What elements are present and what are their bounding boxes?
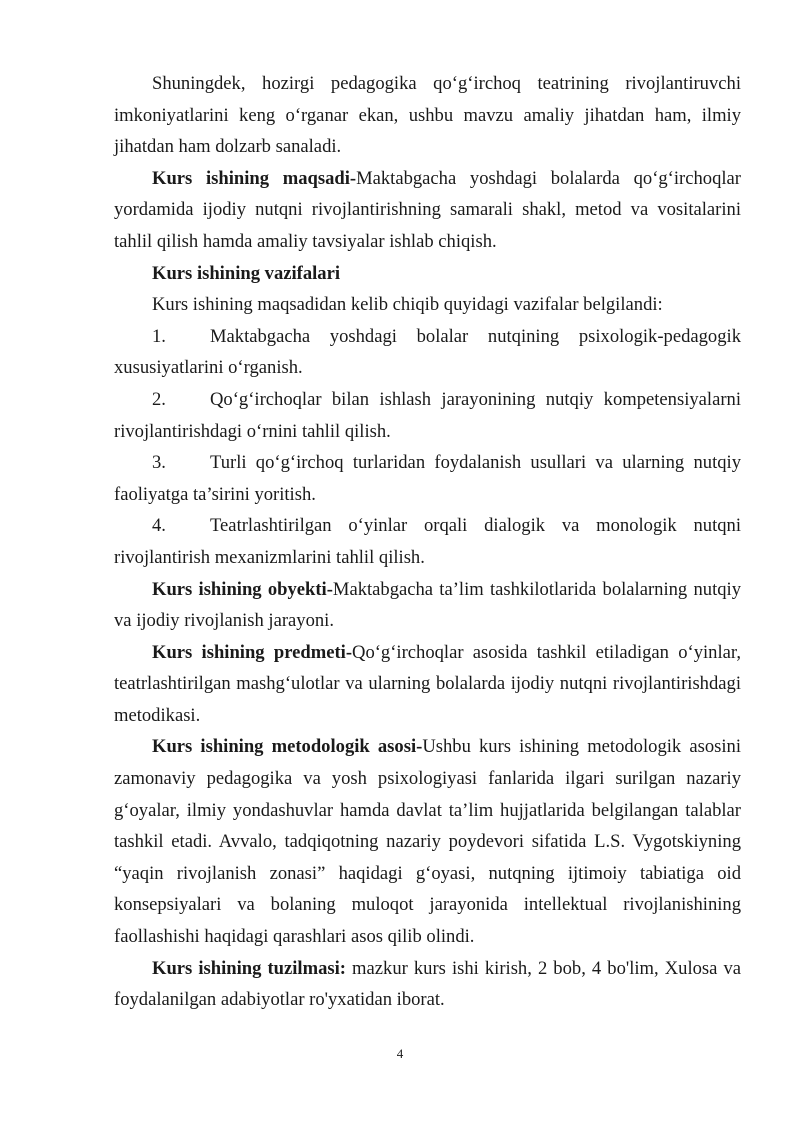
task-text: Qo‘g‘irchoqlar bilan ishlash jarayonining nutqiy kompetensiyalarni rivojlantirishdagi o‘rnini tahlil qilish. — [114, 388, 741, 442]
task-number: 3. — [152, 452, 166, 474]
subject-paragraph — [114, 637, 741, 732]
goal-paragraph — [114, 163, 741, 258]
goal-text: Maktabgacha yoshdagi bolalarda qo‘g‘irchoqlar yordamida ijodiy nutqni rivojlantirishning samarali shakl, metod va vositalarini tahlil qilish hamda amaliy tavsiyalar ishlab chiqish. — [114, 167, 741, 252]
task-number: 4. — [152, 515, 166, 537]
object-paragraph — [114, 574, 741, 637]
task-number: 2. — [152, 388, 166, 410]
page-body — [114, 68, 741, 1016]
page-number: 4 — [396, 1046, 404, 1061]
subject-label: Kurs ishining predmeti- — [152, 641, 353, 663]
methodology-text: Ushbu kurs ishining metodologik asosini zamonaviy pedagogika va yosh psixologiyasi fanlarida ilgari surilgan nazariy g‘oyalar, ilmiy yondashuvlar hamda davlat ta’lim hujjatlarida belgilangan talablar tashkil etadi. Avvalo, tadqiqotning nazariy poydevori sifatida L.S. Vygotskiyning “yaqin rivojlanish zonasi” haqidagi g‘oyasi, nutqning ijtimoiy tabiatiga oid konsepsiyalari va bolaning muloqot jarayonida intellektual rivojlanishining faollashishi haqidagi qarashlari asos qilib olindi. — [114, 736, 741, 948]
subject-text: Qo‘g‘irchoqlar asosida tashkil etiladigan o‘yinlar, teatrlashtirilgan mashg‘ulotlar va ularning bolalarda ijodiy nutqni rivojlantirishdagi metodikasi. — [114, 641, 741, 726]
tasks-heading — [114, 258, 741, 290]
task-text: Teatrlashtirilgan o‘yinlar orqali dialogik va monologik nutqni rivojlantirish mexanizmlarini tahlil qilish. — [114, 515, 741, 568]
methodology-label: Kurs ishining metodologik asosi- — [152, 736, 423, 758]
structure-text: mazkur kurs ishi kirish, 2 bob, 4 bo'lim, Xulosa va foydalanilgan adabiyotlar ro'yxatidan iborat. — [114, 957, 742, 1011]
task-item — [114, 447, 741, 510]
object-text: Maktabgacha ta’lim tashkilotlarida bolalarning nutqiy va ijodiy rivojlanish jarayoni. — [114, 578, 741, 632]
tasks-heading-text: Kurs ishining vazifalari — [152, 262, 341, 284]
object-label: Kurs ishining obyekti- — [152, 578, 333, 600]
task-item — [114, 384, 741, 447]
task-item — [114, 321, 741, 384]
task-item — [114, 510, 741, 573]
structure-label: Kurs ishining tuzilmasi: — [152, 957, 346, 979]
task-text: Turli qo‘g‘irchoq turlaridan foydalanish usullari va ularning nutqiy faoliyatga ta’sirini yoritish. — [114, 452, 741, 505]
tasks-intro: Kurs ishining maqsadidan kelib chiqib quyidagi vazifalar belgilandi: — [152, 294, 663, 316]
methodology-paragraph — [114, 731, 741, 952]
goal-label: Kurs ishining maqsadi- — [152, 167, 357, 189]
structure-paragraph — [114, 953, 741, 1016]
task-text: Maktabgacha yoshdagi bolalar nutqining psixologik-pedagogik xususiyatlarini o‘rganish. — [114, 325, 741, 379]
task-number: 1. — [152, 325, 166, 347]
intro-paragraph: Shuningdek, hozirgi pedagogika qo‘g‘irchoq teatrining rivojlantiruvchi imkoniyatlarini keng o‘rganar ekan, ushbu mavzu amaliy jihatdan ham, ilmiy jihatdan ham dolzarb sanaladi. — [114, 73, 741, 158]
